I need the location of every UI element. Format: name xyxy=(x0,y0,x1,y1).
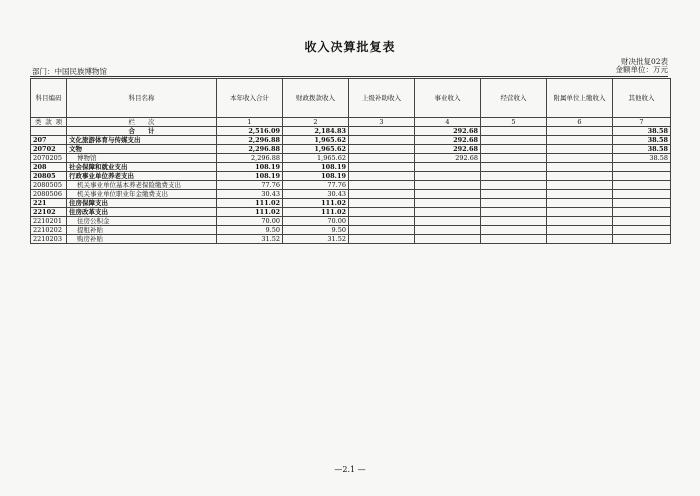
row-value xyxy=(349,181,415,190)
row-value xyxy=(481,181,547,190)
row-code: 2210203 xyxy=(31,235,67,244)
col-header-affiliated: 附属单位上缴收入 xyxy=(547,79,613,118)
col-header-total: 本年收入合计 xyxy=(217,79,283,118)
row-value xyxy=(613,199,671,208)
row-value xyxy=(613,208,671,217)
row-value xyxy=(613,190,671,199)
row-code: 20702 xyxy=(31,145,67,154)
amount-unit: 金额单位：万元 xyxy=(615,65,668,74)
row-value: 292.68 xyxy=(415,145,481,154)
row-value: 108.19 xyxy=(283,172,349,181)
row-value xyxy=(481,226,547,235)
row-value xyxy=(415,163,481,172)
row-value: 292.68 xyxy=(415,154,481,163)
row-value: 2,296.88 xyxy=(217,136,283,145)
row-value xyxy=(547,136,613,145)
col-header-operating: 经营收入 xyxy=(481,79,547,118)
row-value: 1,965.62 xyxy=(283,154,349,163)
department-label: 部门：中国民族博物馆 xyxy=(32,67,107,76)
col-num: 4 xyxy=(415,118,481,127)
table-row xyxy=(31,136,671,145)
row-code: 22102 xyxy=(31,208,67,217)
table-row xyxy=(31,190,671,199)
row-value xyxy=(547,181,613,190)
row-value xyxy=(613,181,671,190)
row-value xyxy=(349,127,415,136)
row-value xyxy=(415,199,481,208)
col-num: 1 xyxy=(217,118,283,127)
lanci-label: 栏 次 xyxy=(67,118,217,127)
row-value: 1,965.62 xyxy=(283,145,349,154)
row-name: 社会保障和就业支出 xyxy=(67,163,217,172)
row-value xyxy=(349,190,415,199)
row-name: 机关事业单位职业年金缴费支出 xyxy=(67,190,217,199)
row-name: 提租补贴 xyxy=(67,226,217,235)
row-name: 文物 xyxy=(67,145,217,154)
row-value xyxy=(613,217,671,226)
table-row xyxy=(31,181,671,190)
table-row xyxy=(31,235,671,244)
row-value: 70.00 xyxy=(283,217,349,226)
row-value xyxy=(481,172,547,181)
row-value xyxy=(415,235,481,244)
row-value: 111.02 xyxy=(283,208,349,217)
row-value xyxy=(547,154,613,163)
sub-code-kuan: 款 xyxy=(45,118,52,126)
row-value: 292.68 xyxy=(415,127,481,136)
table-row xyxy=(31,163,671,172)
row-value xyxy=(349,163,415,172)
table-row xyxy=(31,154,671,163)
col-num: 6 xyxy=(547,118,613,127)
row-code xyxy=(31,127,67,136)
row-value xyxy=(547,163,613,172)
table-row xyxy=(31,127,671,136)
col-num: 7 xyxy=(613,118,671,127)
row-value xyxy=(349,172,415,181)
col-num: 2 xyxy=(283,118,349,127)
row-value: 70.00 xyxy=(217,217,283,226)
page-number: —2.1 — xyxy=(334,465,366,474)
row-value xyxy=(547,190,613,199)
row-code: 208 xyxy=(31,163,67,172)
row-value xyxy=(415,226,481,235)
row-value: 2,516.09 xyxy=(217,127,283,136)
row-value xyxy=(349,154,415,163)
row-code: 20805 xyxy=(31,172,67,181)
row-value: 77.76 xyxy=(217,181,283,190)
row-value xyxy=(547,208,613,217)
row-name: 机关事业单位基本养老保险缴费支出 xyxy=(67,181,217,190)
row-code: 207 xyxy=(31,136,67,145)
col-header-superior: 上级补助收入 xyxy=(349,79,415,118)
row-value xyxy=(481,163,547,172)
row-value: 9.50 xyxy=(283,226,349,235)
row-value xyxy=(547,145,613,154)
row-name: 博物馆 xyxy=(67,154,217,163)
row-code: 2070205 xyxy=(31,154,67,163)
header-row xyxy=(31,79,671,118)
row-value xyxy=(481,235,547,244)
row-value xyxy=(613,226,671,235)
row-value: 31.52 xyxy=(217,235,283,244)
row-value: 2,184.83 xyxy=(283,127,349,136)
table-row xyxy=(31,226,671,235)
row-value: 9.50 xyxy=(217,226,283,235)
row-value: 111.02 xyxy=(217,208,283,217)
row-value xyxy=(349,217,415,226)
row-value: 38.58 xyxy=(613,145,671,154)
row-name: 购房补贴 xyxy=(67,235,217,244)
row-value xyxy=(547,217,613,226)
row-name: 文化旅游体育与传媒支出 xyxy=(67,136,217,145)
col-num: 5 xyxy=(481,118,547,127)
row-name: 住房改革支出 xyxy=(67,208,217,217)
row-value xyxy=(415,181,481,190)
col-header-business: 事业收入 xyxy=(415,79,481,118)
row-value: 292.68 xyxy=(415,136,481,145)
form-id: 财决批复02表 xyxy=(620,57,668,66)
sub-code-header xyxy=(31,118,67,127)
row-value: 108.19 xyxy=(217,163,283,172)
row-value xyxy=(481,145,547,154)
row-name: 合 计 xyxy=(67,127,217,136)
header-rule xyxy=(30,76,668,77)
row-value xyxy=(481,136,547,145)
row-code: 2210202 xyxy=(31,226,67,235)
row-value xyxy=(349,208,415,217)
row-value xyxy=(481,199,547,208)
row-name: 住房保障支出 xyxy=(67,199,217,208)
row-value xyxy=(613,172,671,181)
row-value xyxy=(349,235,415,244)
row-value xyxy=(481,190,547,199)
col-header-fiscal: 财政拨款收入 xyxy=(283,79,349,118)
sub-code-xiang: 项 xyxy=(55,118,63,126)
row-value xyxy=(415,208,481,217)
col-header-name: 科目名称 xyxy=(67,79,217,118)
row-value: 38.58 xyxy=(613,136,671,145)
table-row xyxy=(31,199,671,208)
row-value xyxy=(415,217,481,226)
row-code: 2080506 xyxy=(31,190,67,199)
table-row xyxy=(31,172,671,181)
row-value: 30.43 xyxy=(283,190,349,199)
row-value: 31.52 xyxy=(283,235,349,244)
row-value xyxy=(547,172,613,181)
row-code: 2210201 xyxy=(31,217,67,226)
col-header-code: 科目编码 xyxy=(31,79,67,118)
row-value: 38.58 xyxy=(613,154,671,163)
row-value: 38.58 xyxy=(613,127,671,136)
row-code: 221 xyxy=(31,199,67,208)
row-value xyxy=(547,235,613,244)
row-value: 2,296.88 xyxy=(217,154,283,163)
income-table xyxy=(30,78,671,244)
table-row xyxy=(31,208,671,217)
row-value xyxy=(613,235,671,244)
row-value xyxy=(613,163,671,172)
row-value: 111.02 xyxy=(217,199,283,208)
sub-code-lei: 类 xyxy=(34,118,42,126)
row-value xyxy=(547,199,613,208)
row-name: 行政事业单位养老支出 xyxy=(67,172,217,181)
row-value xyxy=(415,190,481,199)
row-value xyxy=(481,154,547,163)
row-code: 2080505 xyxy=(31,181,67,190)
table-body xyxy=(31,127,671,244)
col-num: 3 xyxy=(349,118,415,127)
table-row xyxy=(31,145,671,154)
row-value: 108.19 xyxy=(283,163,349,172)
row-value xyxy=(481,127,547,136)
row-value xyxy=(481,208,547,217)
row-value: 108.19 xyxy=(217,172,283,181)
row-value xyxy=(415,172,481,181)
row-value: 77.76 xyxy=(283,181,349,190)
row-value: 2,296.88 xyxy=(217,145,283,154)
row-value xyxy=(547,127,613,136)
row-name: 住房公积金 xyxy=(67,217,217,226)
page-title: 收入决算批复表 xyxy=(304,40,396,54)
row-value: 1,965.62 xyxy=(283,136,349,145)
row-value xyxy=(349,199,415,208)
col-header-other: 其他收入 xyxy=(613,79,671,118)
lanci-row xyxy=(31,118,671,127)
row-value xyxy=(547,226,613,235)
row-value: 111.02 xyxy=(283,199,349,208)
table-row xyxy=(31,217,671,226)
row-value: 30.43 xyxy=(217,190,283,199)
row-value xyxy=(481,217,547,226)
row-value xyxy=(349,136,415,145)
row-value xyxy=(349,226,415,235)
row-value xyxy=(349,145,415,154)
